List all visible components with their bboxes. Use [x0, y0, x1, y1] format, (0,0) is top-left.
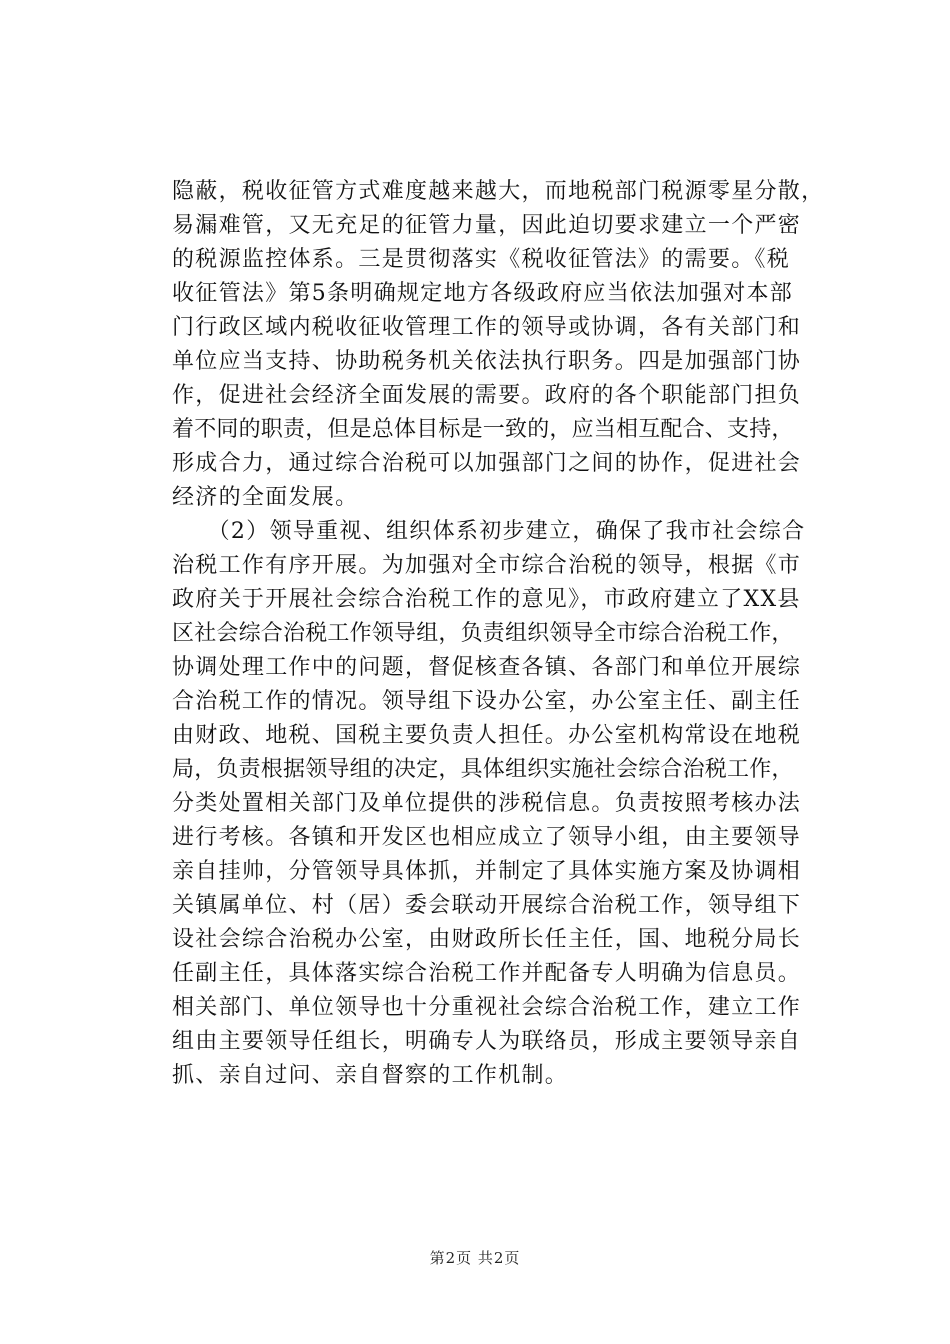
text-line: 区社会综合治税工作领导组，负责组织领导全市综合治税工作， [172, 621, 794, 646]
text-line: 合治税工作的情况。领导组下设办公室，办公室主任、副主任 [172, 689, 802, 714]
text-line: 进行考核。各镇和开发区也相应成立了领导小组，由主要领导 [172, 825, 802, 850]
text-line: 的税源监控体系。三是贯彻落实《税收征管法》的需要。《税 [172, 247, 791, 272]
text-line: 分类处置相关部门及单位提供的涉税信息。负责按照考核办法 [172, 791, 802, 816]
text-line: 易漏难管，又无充足的征管力量，因此迫切要求建立一个严密 [172, 213, 802, 238]
page-number-footer: 第2页 共2页 [429, 1249, 521, 1267]
text-line: 门行政区域内税收征收管理工作的领导或协调，各有关部门和 [172, 315, 802, 340]
text-line: 抓、亲自过问、亲自督察的工作机制。 [172, 1063, 569, 1088]
text-line: 相关部门、单位领导也十分重视社会综合治税工作，建立工作 [172, 995, 802, 1020]
text-line: 收征管法》第5条明确规定地方各级政府应当依法加强对本部 [172, 281, 794, 306]
text-line: 任副主任，具体落实综合治税工作并配备专人明确为信息员。 [172, 961, 802, 986]
text-line: 关镇属单位、村（居）委会联动开展综合治税工作，领导组下 [172, 893, 802, 918]
text-line: 单位应当支持、协助税务机关依法执行职务。四是加强部门协 [172, 349, 802, 374]
text-line: 隐蔽，税收征管方式难度越来越大，而地税部门税源零星分散， [172, 179, 825, 204]
text-line: 作，促进社会经济全面发展的需要。政府的各个职能部门担负 [172, 383, 802, 408]
text-line: 治税工作有序开展。为加强对全市综合治税的领导，根据《市 [172, 553, 802, 578]
text-line: 亲自挂帅，分管领导具体抓，并制定了具体实施方案及协调相 [172, 859, 802, 884]
text-line: 政府关于开展社会综合治税工作的意见》，市政府建立了XX县 [172, 587, 801, 612]
text-line: 着不同的职责，但是总体目标是一致的，应当相互配合、支持， [172, 417, 794, 442]
text-line: 经济的全面发展。 [172, 485, 359, 510]
body-text [172, 175, 825, 1093]
text-line: 形成合力，通过综合治税可以加强部门之间的协作，促进社会 [172, 451, 802, 476]
text-line: 设社会综合治税办公室，由财政所长任主任，国、地税分局长 [172, 927, 802, 952]
text-line: 局，负责根据领导组的决定，具体组织实施社会综合治税工作， [172, 757, 794, 782]
text-line: （2）领导重视、组织体系初步建立，确保了我市社会综合 [172, 519, 806, 544]
text-line: 协调处理工作中的问题，督促核查各镇、各部门和单位开展综 [172, 655, 802, 680]
text-line: 由财政、地税、国税主要负责人担任。办公室机构常设在地税 [172, 723, 802, 748]
text-line: 组由主要领导任组长，明确专人为联络员，形成主要领导亲自 [172, 1029, 802, 1054]
